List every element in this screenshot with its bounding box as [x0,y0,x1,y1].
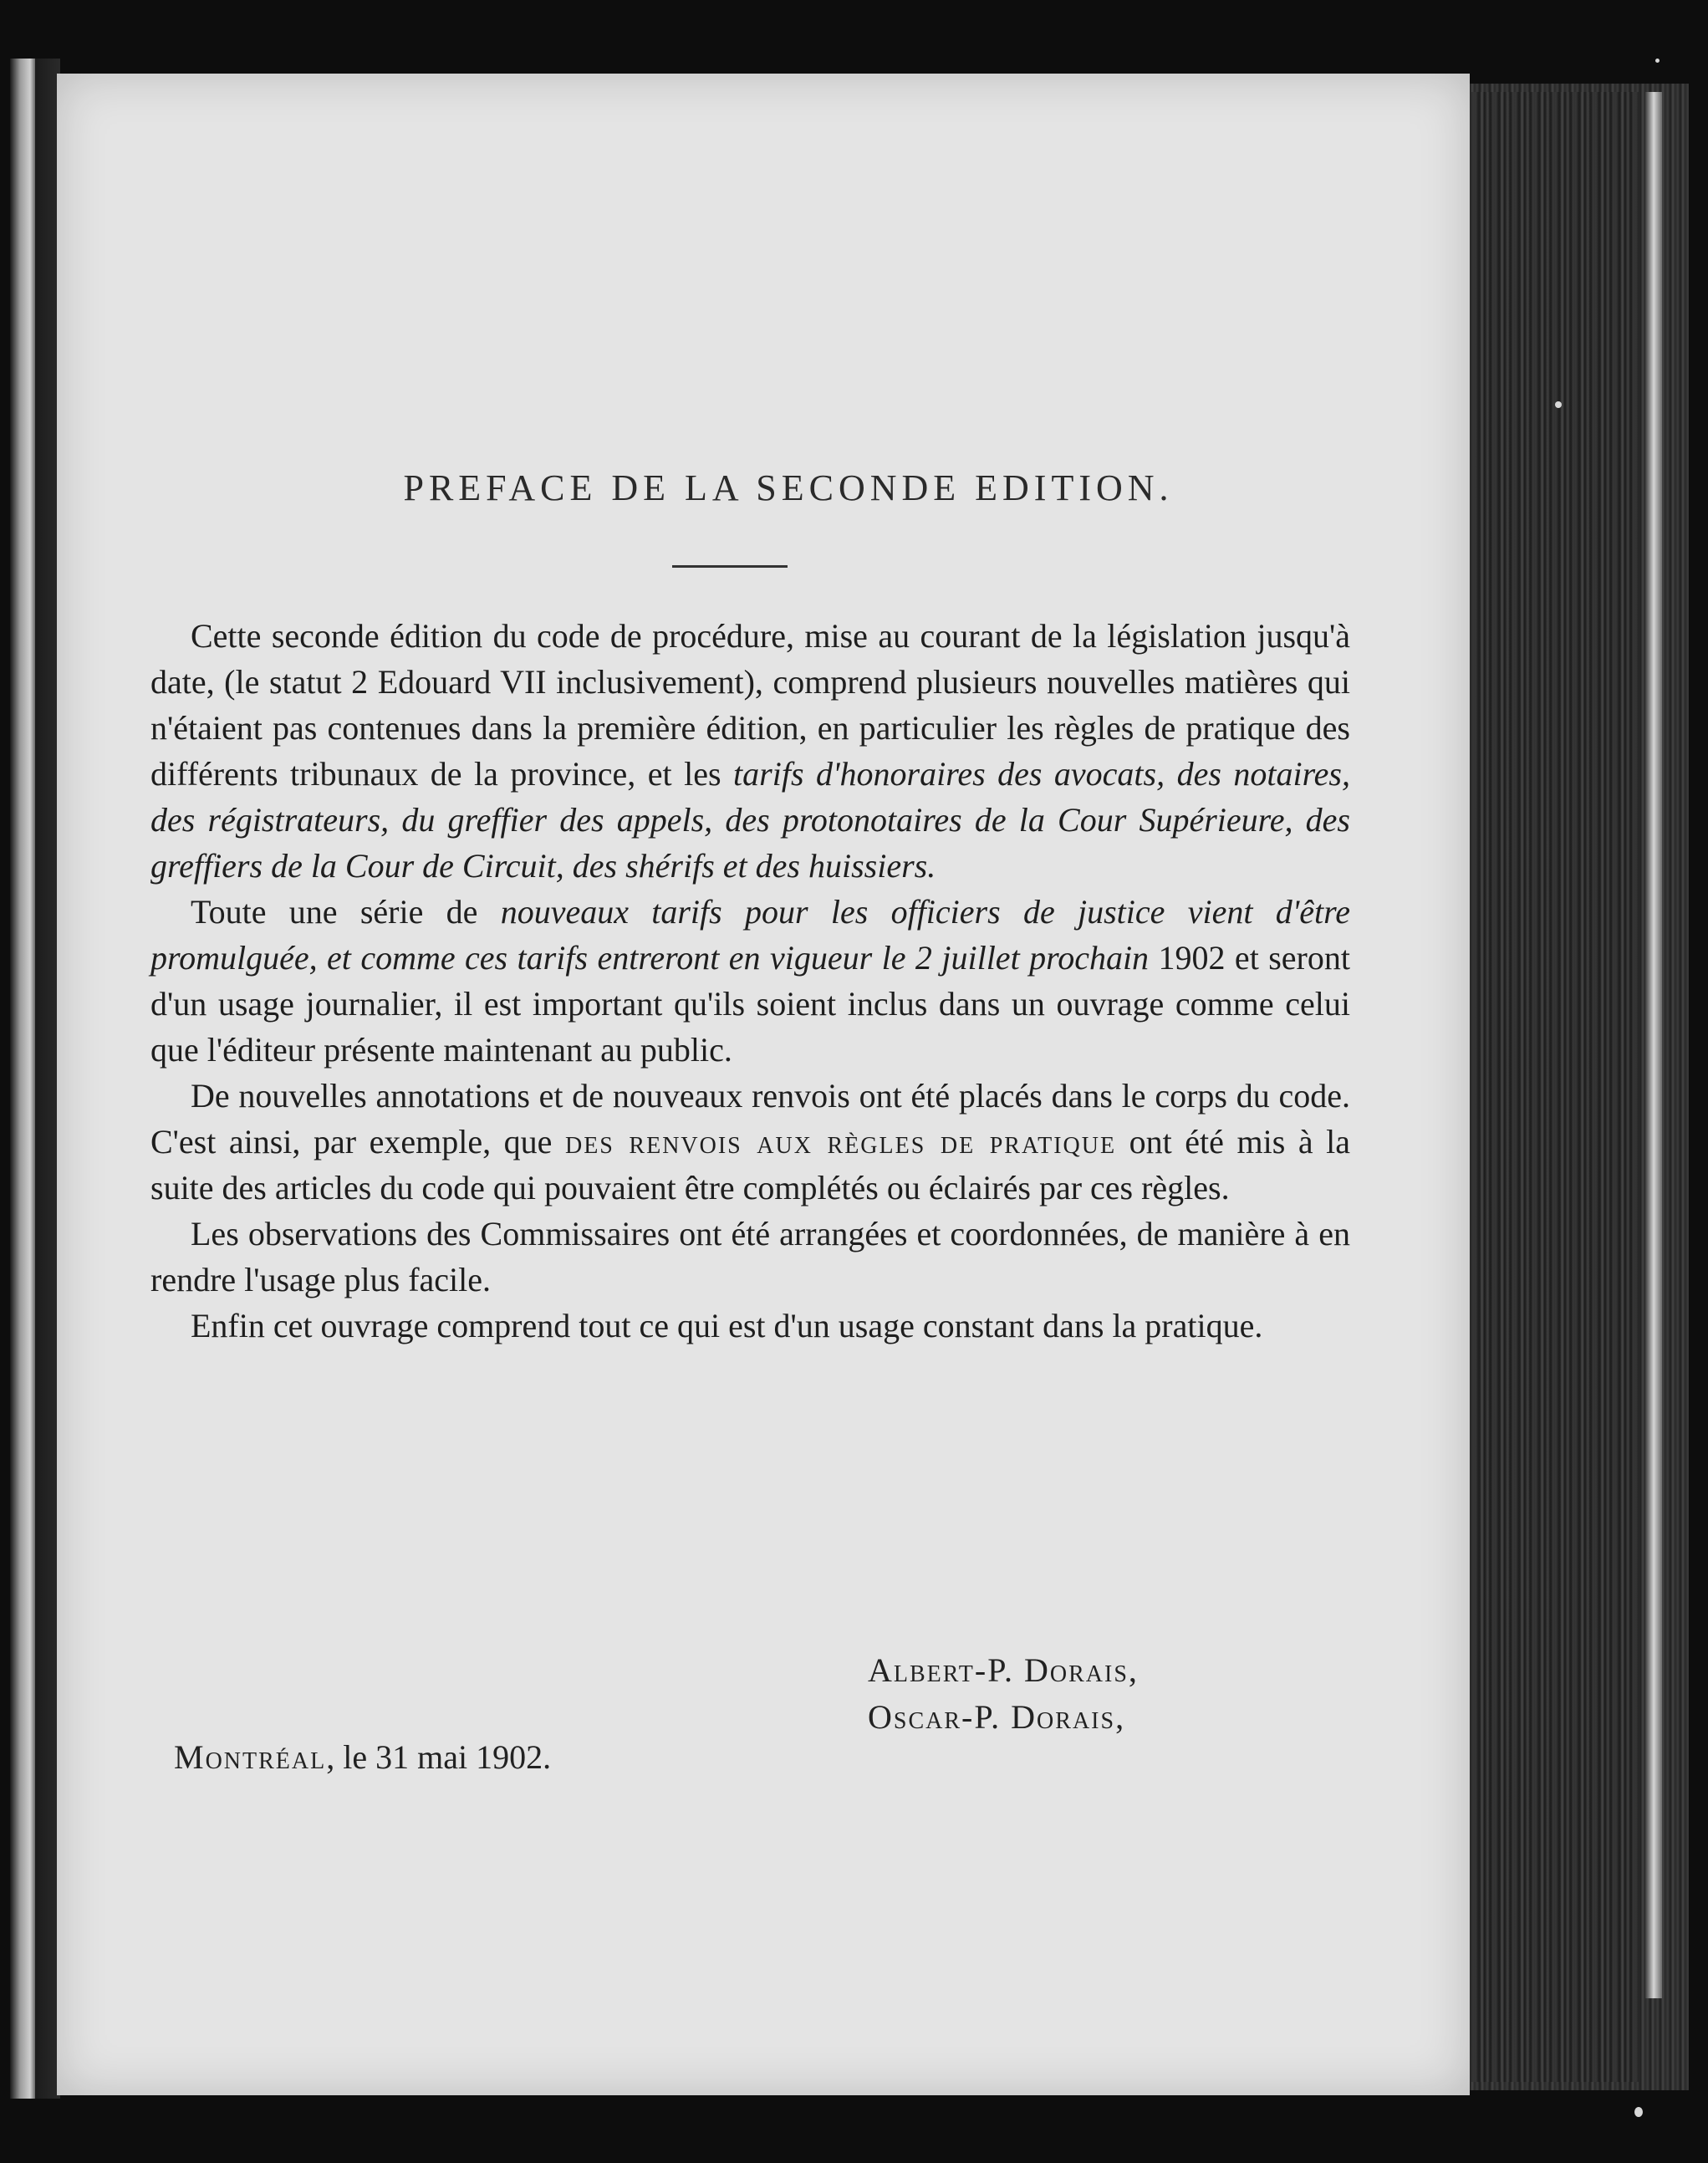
place-date [174,1737,551,1777]
paragraph-3-text-a: De nouvelles annotations et de nouveaux renvois ont été placés dans le corps du code. C'est ainsi, par exemple, que [150,1077,1350,1161]
date-text: , le 31 mai 1902. [326,1738,552,1776]
paragraph-4: Les observations des Commissaires ont été arrangées et coordonnées, de manière à en rendre l'usage plus facile. [150,1215,1350,1298]
signature-block [868,1647,1139,1741]
signature-albert: Albert-P. Dorais, [868,1651,1139,1689]
paragraph-3 [150,1073,1350,1211]
paragraph-3-smallcaps: des renvois aux règles de pratique [564,1123,1117,1161]
place-name: Montréal [174,1738,327,1776]
scan-speck [1655,59,1660,63]
paragraph-5: Enfin cet ouvrage comprend tout ce qui est d'un usage constant dans la pratique. [191,1307,1263,1344]
book-page [57,74,1470,2095]
page-title: PREFACE DE LA SECONDE EDITION. [403,467,1174,508]
paragraph-1 [150,613,1350,889]
paragraph-2 [150,889,1350,1073]
facing-page-edge [10,59,35,2099]
paragraph-2-italic: nouveaux tarifs pour les officiers de justice vient d'être promulguée, et comme ces tarifs entreront en vigueur le 2 juillet prochain [150,893,1350,977]
paragraph-1-italic: tarifs d'honoraires des avocats, des notaires, des régistrateurs, du greffier des appels, des protonotaires de la Cour Supérieure, des greffiers de la Cour de Circuit, des shérifs et des huissiers. [150,755,1350,885]
book-edge-highlight [1645,92,1662,1998]
signature-oscar: Oscar-P. Dorais, [868,1698,1126,1736]
title-divider [672,565,788,568]
paragraph-2-text-a: Toute une série de [191,893,501,931]
preface-body [150,613,1350,1349]
paragraph-1-text: Cette seconde édition du code de procédure, mise au courant de la législation jusqu'à date, (le statut 2 Edouard VII inclusivement), comprend plusieurs nouvelles matières qui n'étaient pas contenues dans la première édition, en particulier les règles de pratique des différents tribunaux de la province, et les [150,617,1350,793]
paragraph-2-text-c: 1902 et seront d'un usage journalier, il est important qu'ils soient inclus dans un ouvrage comme celui que l'éditeur présente maintenant au public. [150,939,1350,1069]
scan-speck [1634,2107,1643,2117]
scan-speck [1555,401,1562,408]
book-page-stack-lines [1471,92,1639,2082]
paragraph-3-text-c: ont été mis à la suite des articles du code qui pouvaient être complétés ou éclairés par ces règles. [150,1123,1350,1206]
